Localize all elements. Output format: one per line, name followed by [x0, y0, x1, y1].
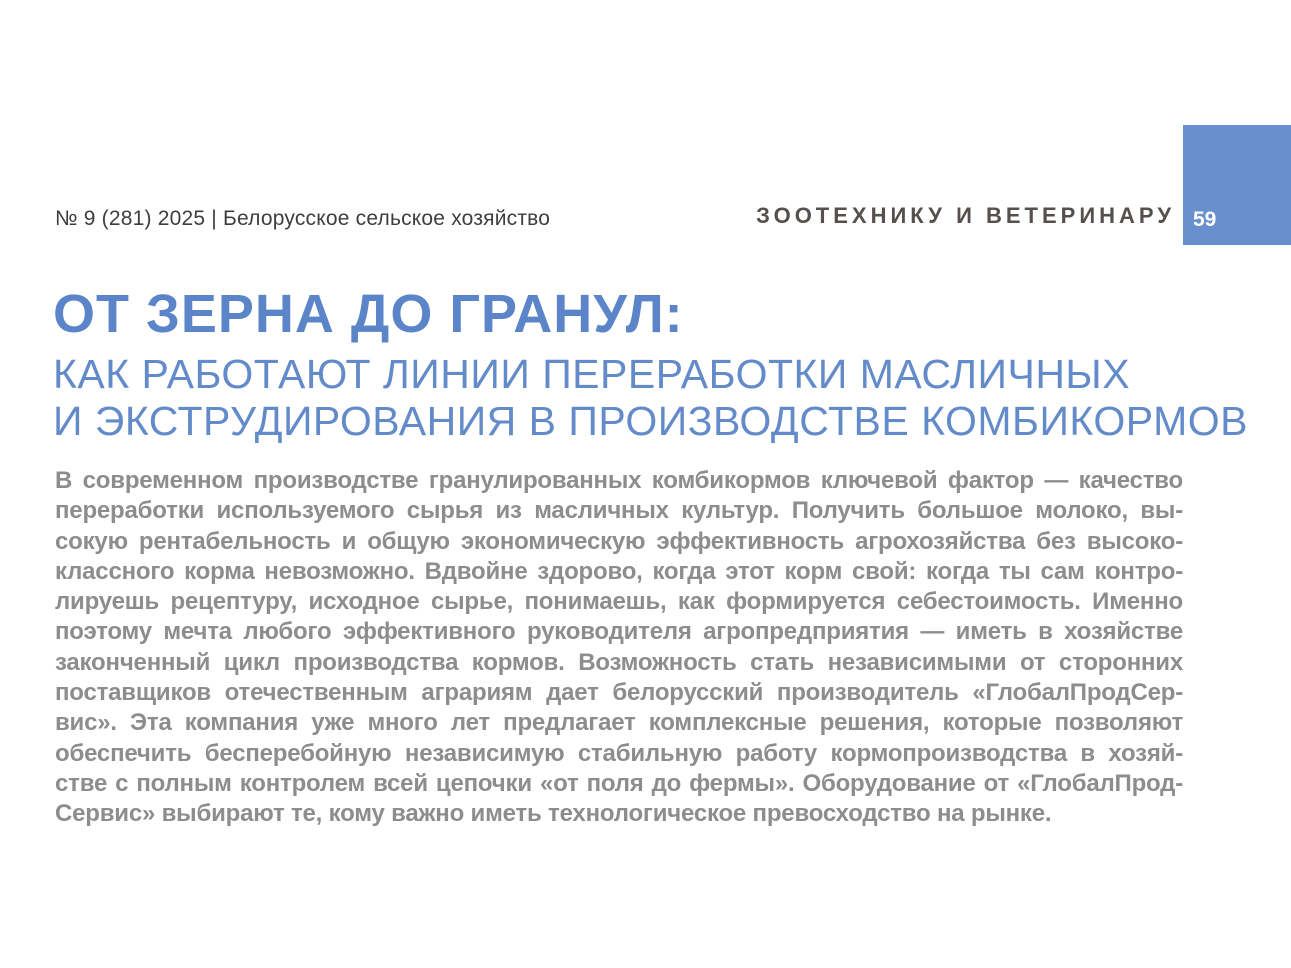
lead-line: переработки используемого сырья из масличных культур. Получить большое молоко, вы-	[55, 497, 1183, 525]
lead-line: В современном производстве гранулированных комбикормов ключевой фактор — качество	[55, 467, 1183, 494]
lead-line: обеспечить бесперебойную независимую стабильную работу кормопроизводства в хозяй-	[55, 739, 1183, 767]
article-title: ОТ ЗЕРНА ДО ГРАНУЛ:	[53, 284, 684, 344]
article-lead-paragraph	[55, 466, 1183, 830]
lead-line: поставщиков отечественным аграриям дает белорусский производитель «ГлобалПродСер-	[55, 679, 1183, 707]
lead-line: классного корма невозможно. Вдвойне здорово, когда этот корм свой: когда ты сам контро-	[55, 557, 1183, 585]
page-number-box	[1183, 125, 1291, 245]
lead-line: вис». Эта компания уже много лет предлагает комплексные решения, которые позволяют	[55, 709, 1183, 737]
lead-line: сокую рентабельность и общую экономическую эффективность агрохозяйства без высоко-	[55, 527, 1183, 555]
lead-line: поэтому мечта любого эффективного руководителя агропредприятия — иметь в хозяйстве	[55, 618, 1183, 646]
page-number: 59	[1193, 208, 1217, 231]
article-subtitle	[53, 351, 1249, 445]
lead-line: стве с полным контролем всей цепочки «от поля до фермы». Оборудование от «ГлобалПрод-	[55, 769, 1183, 797]
issue-info: № 9 (281) 2025 | Белорусское сельское хозяйство	[55, 207, 551, 230]
lead-line: Сервис» выбирают те, кому важно иметь технологическое превосходство на рынке.	[55, 800, 1052, 828]
article-subtitle-line: КАК РАБОТАЮТ ЛИНИИ ПЕРЕРАБОТКИ МАСЛИЧНЫХ	[53, 351, 1131, 397]
section-label: ЗООТЕХНИКУ И ВЕТЕРИНАРУ	[756, 203, 1175, 228]
article-subtitle-line: И ЭКСТРУДИРОВАНИЯ В ПРОИЗВОДСТВЕ КОМБИКОРМОВ	[53, 398, 1249, 444]
lead-line: законченный цикл производства кормов. Возможность стать независимыми от сторонних	[55, 648, 1183, 676]
lead-line: лируешь рецептуру, исходное сырье, понимаешь, как формируется себестоимость. Именно	[55, 588, 1183, 616]
